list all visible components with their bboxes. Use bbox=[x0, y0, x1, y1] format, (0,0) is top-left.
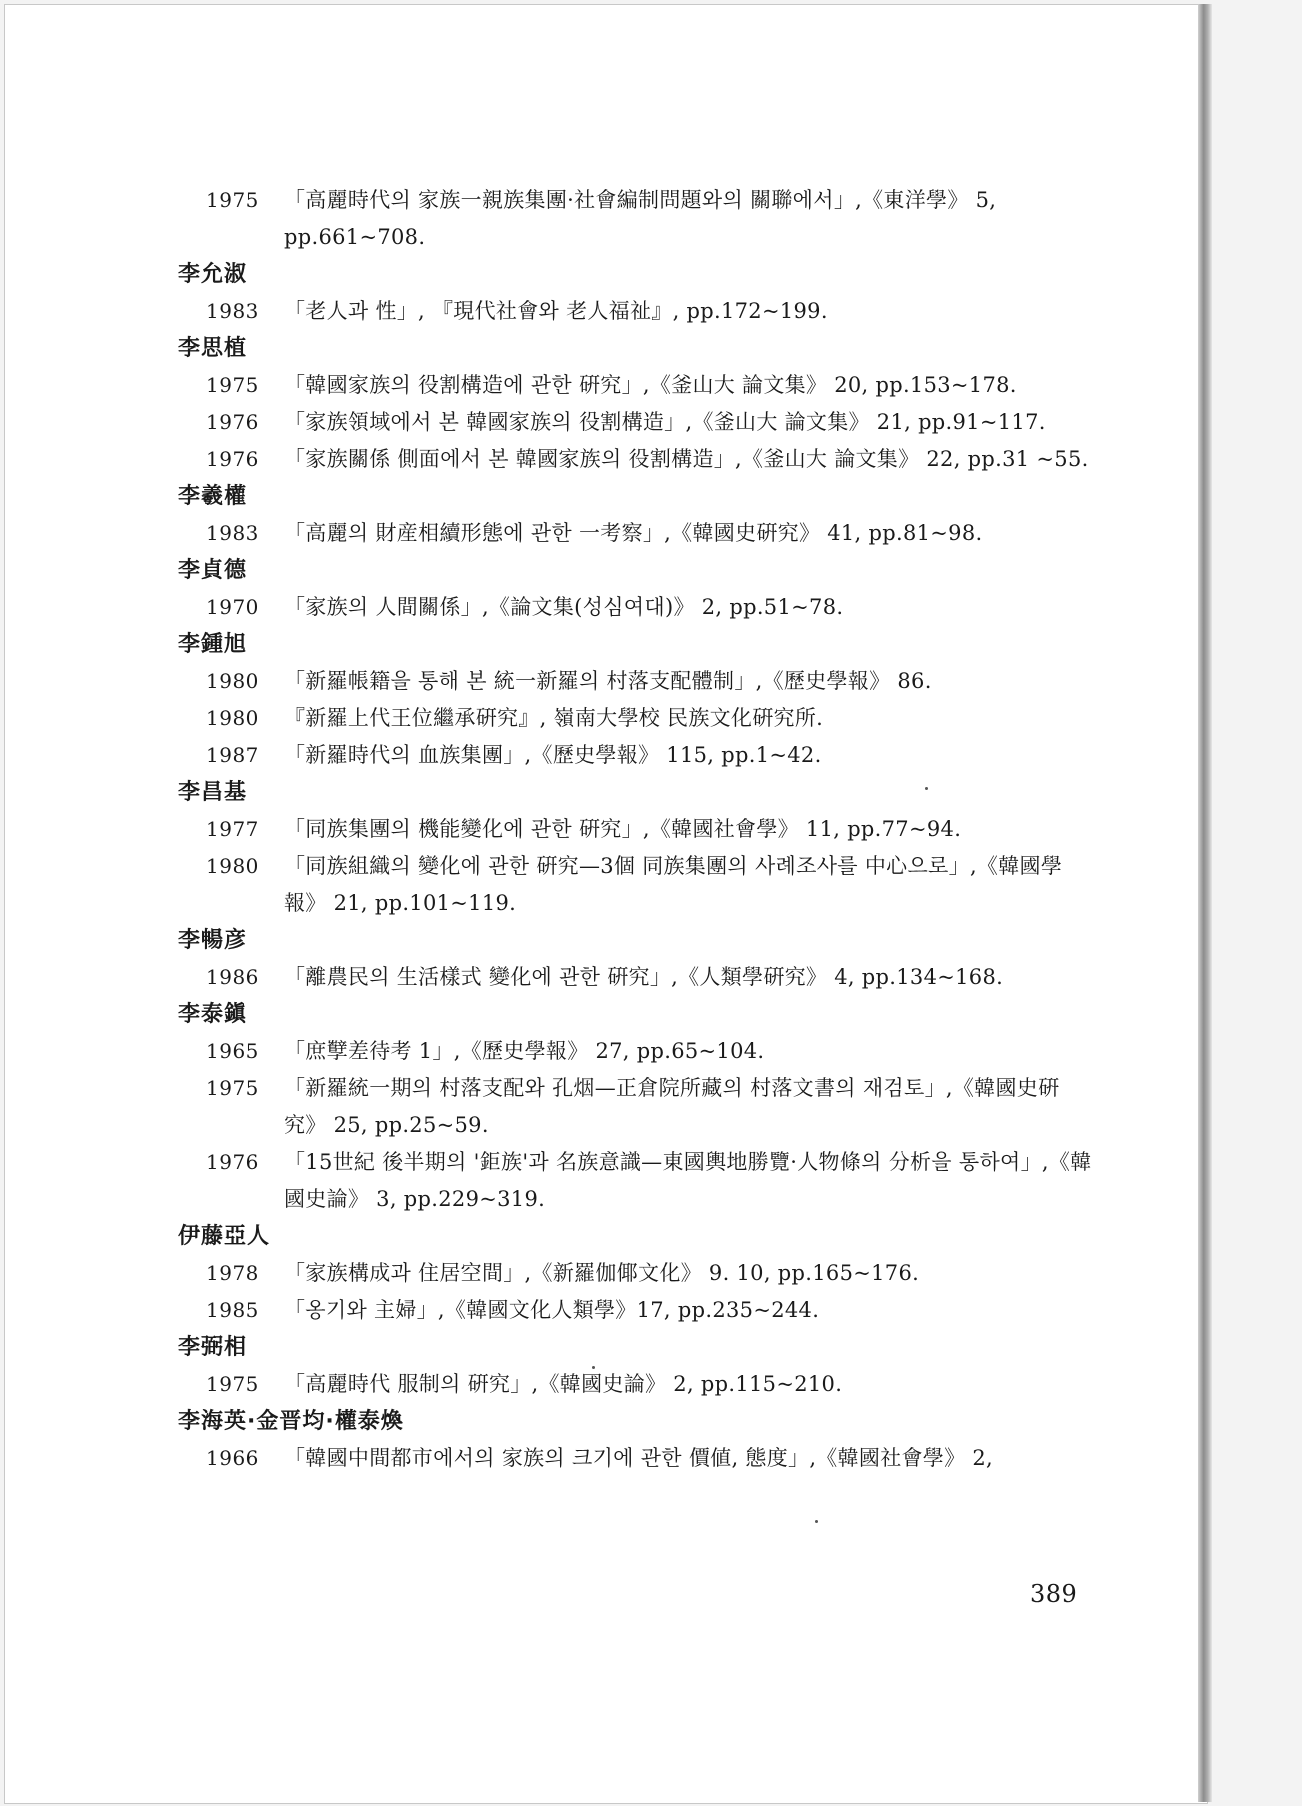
entry-citation: 「新羅帳籍을 통해 본 統一新羅의 村落支配體制」,《歷史學報》 86. bbox=[284, 669, 932, 693]
bibliography-entry bbox=[178, 700, 1098, 737]
author-name: 李貞德 bbox=[178, 558, 248, 583]
entry-year: 1976 bbox=[206, 447, 259, 471]
author-group bbox=[178, 1330, 1098, 1403]
entry-year: 1966 bbox=[206, 1446, 259, 1470]
entry-year: 1977 bbox=[206, 817, 259, 841]
scan-speck bbox=[592, 1366, 595, 1369]
bibliography-entry bbox=[178, 1070, 1098, 1144]
page-edge-shadow bbox=[1198, 4, 1212, 1802]
bibliography-entry bbox=[178, 811, 1098, 848]
bibliography-entry bbox=[178, 404, 1098, 441]
author-group bbox=[178, 479, 1098, 552]
author-name: 李允淑 bbox=[178, 262, 248, 287]
bibliography-entry bbox=[178, 1366, 1098, 1403]
entry-year: 1987 bbox=[206, 743, 259, 767]
entry-citation: 「同族組織의 變化에 관한 硏究—3個 同族集團의 사례조사를 中心으로」,《韓國學報》 21, pp.101~119. bbox=[284, 854, 1063, 915]
bibliography-entry bbox=[178, 737, 1098, 774]
entry-citation: 「老人과 性」, 『現代社會와 老人福祉』, pp.172~199. bbox=[284, 299, 828, 323]
entry-year: 1976 bbox=[206, 1150, 259, 1174]
scan-speck bbox=[815, 1520, 818, 1523]
bibliography-entry bbox=[178, 441, 1098, 478]
entry-citation: 「離農民의 生活樣式 變化에 관한 硏究」,《人類學硏究》 4, pp.134~168. bbox=[284, 965, 1004, 989]
entry-citation: 「庶孼差待考 1」,《歷史學報》 27, pp.65~104. bbox=[284, 1039, 765, 1063]
entry-year: 1978 bbox=[206, 1261, 259, 1285]
bibliography-entry bbox=[178, 1292, 1098, 1329]
bibliography-entry bbox=[178, 1255, 1098, 1292]
author-group bbox=[178, 1404, 1098, 1477]
entry-year: 1983 bbox=[206, 299, 259, 323]
entry-citation: 「同族集團의 機能變化에 관한 硏究」,《韓國社會學》 11, pp.77~94. bbox=[284, 817, 962, 841]
entry-citation: 「家族領域에서 본 韓國家族의 役割構造」,《釜山大 論文集》 21, pp.91~117. bbox=[284, 410, 1046, 434]
entry-year: 1980 bbox=[206, 854, 259, 878]
entry-year: 1980 bbox=[206, 706, 259, 730]
bibliography-entry bbox=[178, 1440, 1098, 1477]
entry-citation: 「韓國家族의 役割構造에 관한 硏究」,《釜山大 論文集》 20, pp.153~178. bbox=[284, 373, 1017, 397]
entry-year: 1980 bbox=[206, 669, 259, 693]
entry-citation: 「新羅統一期의 村落支配와 孔烟—正倉院所藏의 村落文書의 재검토」,《韓國史硏究》 25, pp.25~59. bbox=[284, 1076, 1060, 1137]
bibliography-entry bbox=[178, 848, 1098, 922]
author-group bbox=[178, 257, 1098, 330]
entry-year: 1986 bbox=[206, 965, 259, 989]
author-group bbox=[178, 553, 1098, 626]
entry-citation: 「家族의 人間關係」,《論文集(성심여대)》 2, pp.51~78. bbox=[284, 595, 844, 619]
bibliography-entry bbox=[178, 589, 1098, 626]
entry-year: 1985 bbox=[206, 1298, 259, 1322]
author-name: 李弼相 bbox=[178, 1335, 248, 1360]
author-group bbox=[178, 331, 1098, 478]
author-name: 李海英·金晋均·權泰煥 bbox=[178, 1409, 404, 1434]
author-group bbox=[178, 182, 1098, 256]
author-group bbox=[178, 775, 1098, 922]
author-group bbox=[178, 1219, 1098, 1329]
entry-citation: 「家族構成과 住居空間」,《新羅伽倻文化》 9. 10, pp.165~176. bbox=[284, 1261, 920, 1285]
author-group bbox=[178, 923, 1098, 996]
entry-citation: 「家族關係 側面에서 본 韓國家族의 役割構造」,《釜山大 論文集》 22, pp.31 ~55. bbox=[284, 447, 1089, 471]
entry-citation: 「15世紀 後半期의 '鉅族'과 名族意識—東國輿地勝覽·人物條의 分析을 통하여」,《韓國史論》 3, pp.229~319. bbox=[284, 1150, 1092, 1211]
author-name: 李泰鎭 bbox=[178, 1002, 248, 1027]
entry-citation: 「옹기와 主婦」,《韓國文化人類學》17, pp.235~244. bbox=[284, 1298, 820, 1322]
entry-citation: 「高麗時代 服制의 硏究」,《韓國史論》 2, pp.115~210. bbox=[284, 1372, 843, 1396]
entry-year: 1975 bbox=[206, 1372, 259, 1396]
entry-year: 1970 bbox=[206, 595, 259, 619]
author-name: 李羲權 bbox=[178, 484, 248, 509]
bibliography-entry bbox=[178, 182, 1098, 256]
entry-citation: 「高麗時代의 家族一親族集團·社會編制問題와의 關聯에서」,《東洋學》 5, pp.661~708. bbox=[284, 188, 997, 249]
bibliography-list bbox=[178, 182, 1098, 1477]
bibliography-entry bbox=[178, 959, 1098, 996]
bibliography-entry bbox=[178, 293, 1098, 330]
bibliography-entry bbox=[178, 515, 1098, 552]
scan-speck bbox=[925, 787, 928, 790]
bibliography-entry bbox=[178, 1144, 1098, 1218]
entry-citation: 「韓國中間都市에서의 家族의 크기에 관한 價値, 態度」,《韓國社會學》 2, bbox=[284, 1446, 994, 1470]
entry-citation: 「新羅時代의 血族集團」,《歷史學報》 115, pp.1~42. bbox=[284, 743, 822, 767]
entry-year: 1965 bbox=[206, 1039, 259, 1063]
author-group bbox=[178, 997, 1098, 1218]
author-name: 李昌基 bbox=[178, 780, 248, 805]
page-number: 389 bbox=[1030, 1580, 1078, 1608]
author-group bbox=[178, 627, 1098, 774]
bibliography-entry bbox=[178, 367, 1098, 404]
bibliography-entry bbox=[178, 663, 1098, 700]
entry-citation: 『新羅上代王位繼承硏究』, 嶺南大學校 民族文化硏究所. bbox=[284, 706, 824, 730]
author-name: 李暢彦 bbox=[178, 928, 248, 953]
entry-year: 1975 bbox=[206, 373, 259, 397]
author-name: 李思植 bbox=[178, 336, 248, 361]
bibliography-entry bbox=[178, 1033, 1098, 1070]
entry-year: 1975 bbox=[206, 188, 259, 212]
entry-year: 1975 bbox=[206, 1076, 259, 1100]
author-name: 伊藤亞人 bbox=[178, 1224, 271, 1249]
entry-year: 1976 bbox=[206, 410, 259, 434]
entry-citation: 「高麗의 財産相續形態에 관한 一考察」,《韓國史硏究》 41, pp.81~98. bbox=[284, 521, 983, 545]
entry-year: 1983 bbox=[206, 521, 259, 545]
author-name: 李鍾旭 bbox=[178, 632, 248, 657]
